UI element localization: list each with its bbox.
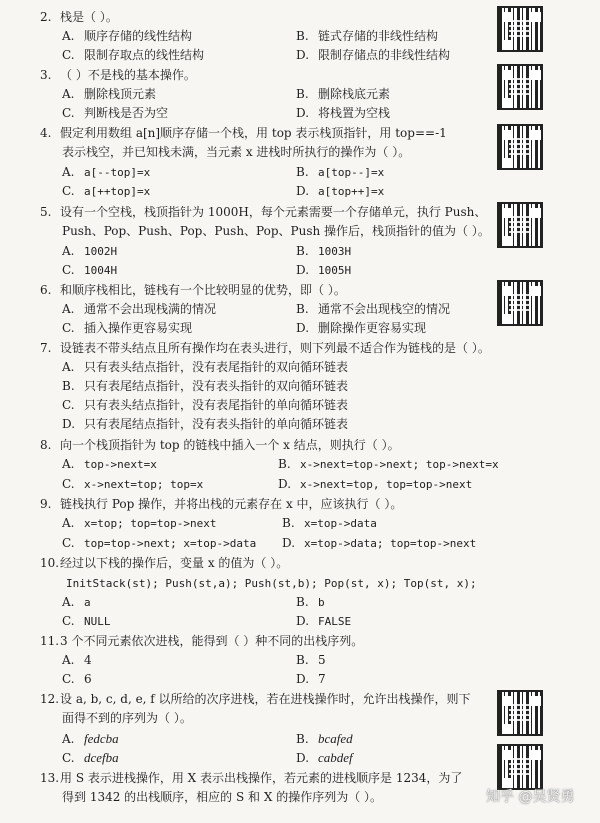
option-a: A. 只有表头结点指针，没有表尾指针的双向循环链表 xyxy=(62,360,349,374)
option-a: A. 顺序存储的线性结构 xyxy=(62,29,193,43)
question-stem: 和顺序栈相比，链栈有一个比较明显的优势，即（ ）。 xyxy=(60,283,346,297)
option-c: C. top=top->next; x=top->data xyxy=(62,536,257,550)
qr-code-icon[interactable] xyxy=(497,690,543,736)
option-c: C. NULL xyxy=(62,614,111,628)
option-b: B. 5 xyxy=(296,653,326,667)
option-b: B. 删除栈底元素 xyxy=(296,87,391,101)
question-number: 8. xyxy=(40,438,52,452)
option-d: D. 限制存储点的非线性结构 xyxy=(296,48,451,62)
question-stem: 栈是（ ）。 xyxy=(60,10,118,24)
option-a: A. a xyxy=(62,595,91,609)
option-d: D. x=top->data; top=top->next xyxy=(282,536,477,550)
option-d: D. cabdef xyxy=(296,750,353,765)
qr-code-icon[interactable] xyxy=(497,124,543,170)
option-c: C. dcefba xyxy=(62,750,119,765)
option-b: B. 链式存储的非线性结构 xyxy=(296,29,439,43)
option-a: A. 删除栈顶元素 xyxy=(62,87,157,101)
question-number: 6. xyxy=(40,283,52,297)
question-number: 11. xyxy=(40,634,60,648)
question-stem: 经过以下栈的操作后，变量 x 的值为（ ）。 xyxy=(60,556,289,570)
option-a: A. fedcba xyxy=(62,731,119,746)
option-a: A. a[--top]=x xyxy=(62,165,151,179)
question-stem: 用 S 表示进栈操作，用 X 表示出栈操作，若元素的进栈顺序是 1234，为了 xyxy=(60,771,463,785)
question-number: 2. xyxy=(40,10,52,24)
option-b: B. 1003H xyxy=(296,244,352,258)
option-d: D. x->next=top, top=top->next xyxy=(278,477,473,491)
question-11 xyxy=(40,634,363,649)
option-c: C. 判断栈是否为空 xyxy=(62,106,169,120)
question-number: 7. xyxy=(40,341,52,355)
question-6 xyxy=(40,283,346,298)
option-d: D. 1005H xyxy=(296,263,352,277)
option-a: A. 4 xyxy=(62,653,92,667)
question-stem-continued: Push、Pop、Push、Pop、Push、Pop、Push 操作后，栈顶指针的值为（ ）。 xyxy=(62,224,490,238)
question-stem: 3 个不同元素依次进栈，能得到（ ）种不同的出栈序列。 xyxy=(60,634,364,648)
option-d: D. 删除操作更容易实现 xyxy=(296,321,427,335)
question-number: 12. xyxy=(40,692,60,706)
question-stem: 设有一个空栈，栈顶指针为 1000H，每个元素需要一个存储单元，执行 Push、 xyxy=(60,205,487,219)
option-b: B. 只有表尾结点指针，没有表头指针的双向循环链表 xyxy=(62,379,349,393)
question-4 xyxy=(40,126,447,141)
question-9 xyxy=(40,497,402,512)
question-8 xyxy=(40,438,400,453)
question-12 xyxy=(40,692,471,707)
option-d: D. 7 xyxy=(296,672,326,686)
question-stem: （ ）不是栈的基本操作。 xyxy=(60,68,196,82)
qr-code-icon[interactable] xyxy=(497,744,543,790)
option-d: D. 只有表尾结点指针，没有表头指针的单向循环链表 xyxy=(62,417,349,431)
question-3 xyxy=(40,68,196,83)
question-stem: 链栈执行 Pop 操作，并将出栈的元素存在 x 中，应该执行（ ）。 xyxy=(60,497,403,511)
question-stem: 设链表不带头结点且所有操作均在表头进行，则下列最不适合作为链栈的是（ ）。 xyxy=(60,341,490,355)
question-stem-continued: 表示栈空，并已知栈未满，当元素 x 进栈时所执行的操作为（ ）。 xyxy=(62,145,411,159)
option-d: D. FALSE xyxy=(296,614,352,628)
question-13 xyxy=(40,771,462,786)
question-number: 4. xyxy=(40,126,52,140)
question-number: 3. xyxy=(40,68,52,82)
option-b: B. b xyxy=(296,595,325,609)
option-a: A. 通常不会出现栈满的情况 xyxy=(62,302,217,316)
option-c: C. x->next=top; top=x xyxy=(62,477,204,491)
option-d: D. 将栈置为空栈 xyxy=(296,106,391,120)
option-c: C. 6 xyxy=(62,672,92,686)
question-7 xyxy=(40,341,490,356)
option-b: B. x=top->data xyxy=(282,516,377,530)
question-number: 5. xyxy=(40,205,52,219)
question-stem: 向一个栈顶指针为 top 的链栈中插入一个 x 结点，则执行（ ）。 xyxy=(60,438,400,452)
qr-code-icon[interactable] xyxy=(497,64,543,110)
option-b: B. a[top--]=x xyxy=(296,165,385,179)
question-stem: 假定利用数组 a[n]顺序存储一个栈，用 top 表示栈顶指针，用 top==-1 xyxy=(60,126,447,140)
option-c: C. 只有表头结点指针，没有表尾指针的单向循环链表 xyxy=(62,398,349,412)
question-number: 9. xyxy=(40,497,52,511)
option-c: C. a[++top]=x xyxy=(62,184,151,198)
qr-code-icon[interactable] xyxy=(497,280,543,326)
qr-code-icon[interactable] xyxy=(497,202,543,248)
option-b: B. bcafed xyxy=(296,731,353,746)
question-stem: 设 a, b, c, d, e, f 以所给的次序进栈，若在进栈操作时，允许出栈操作，则下 xyxy=(60,692,471,706)
option-d: D. a[top++]=x xyxy=(296,184,385,198)
question-number: 13. xyxy=(40,771,60,785)
option-c: C. 插入操作更容易实现 xyxy=(62,321,193,335)
option-a: A. x=top; top=top->next xyxy=(62,516,217,530)
option-b: B. x->next=top->next; top->next=x xyxy=(278,457,499,471)
option-a: A. top->next=x xyxy=(62,457,157,471)
code-snippet: InitStack(st); Push(st,a); Push(st,b); Pop(st, x); Top(st, x); xyxy=(66,577,477,590)
question-10 xyxy=(40,556,288,571)
option-c: C. 1004H xyxy=(62,263,118,277)
question-5 xyxy=(40,205,486,220)
question-2 xyxy=(40,10,118,25)
option-c: C. 限制存取点的线性结构 xyxy=(62,48,205,62)
qr-code-icon[interactable] xyxy=(497,6,543,52)
question-number: 10. xyxy=(40,556,60,570)
question-stem-continued: 面得不到的序列为（ ）。 xyxy=(62,711,192,725)
question-stem-continued: 得到 1342 的出栈顺序，相应的 S 和 X 的操作序列为（ ）。 xyxy=(62,790,383,804)
option-a: A. 1002H xyxy=(62,244,118,258)
option-b: B. 通常不会出现栈空的情况 xyxy=(296,302,451,316)
watermark: 知乎 @吴贤勇 xyxy=(486,789,575,805)
